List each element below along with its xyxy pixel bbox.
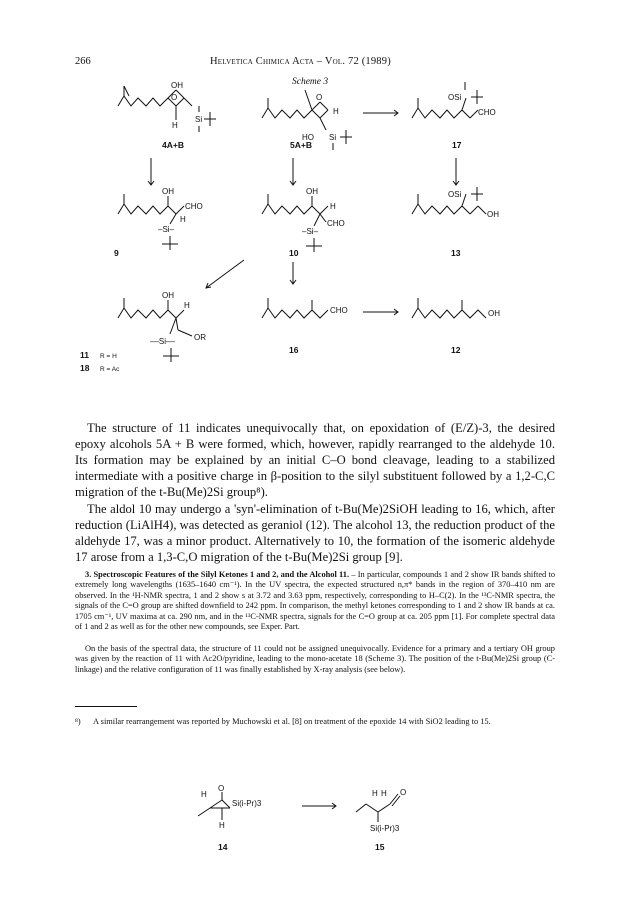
h-label: H [180,215,186,224]
compound-5AB: 5A+B [290,140,312,150]
osi-label: OSi [448,190,462,199]
structure-9 [118,187,203,250]
si-ipr3-label: Si(i-Pr)3 [232,799,262,808]
scheme-label: Scheme 3 [292,77,329,87]
oh-label: OH [306,187,318,196]
structure-14 [198,784,262,830]
section-3-text: – In particular, compounds 1 and 2 show IR bands shifted to extremely long wavelengths (1635–1640 cm⁻¹). In the UV spectra, the expected structured n,π* bands in the region of 370–410 nm are observed. In the ¹H-NMR spectra, 1 and 2 show s at 3.72 and 3.63 ppm, respectively, corresponding to H–C(2). In the ¹³C-NMR spectra, the signals of the C=O group are shifted downfield to 242 ppm. In comparison, the methyl ketones corresponding to 1 and 2 show IR bands at ca. 1705 cm⁻¹, UV maxima at ca. 290 nm, and in the ¹³C-NMR spectra, signals for the C=O group at ca. 205 ppm [1]. For complete spectral data of 1 and 2 as well as for the other new compounds, see Exper. Part. [75,570,556,632]
o-label: O [400,788,407,797]
compound-4AB: 4A+B [162,140,184,150]
oh-label: OH [162,187,174,196]
oh-label: OH [488,309,500,318]
si-label: Si [195,115,203,124]
ho-label: HO [302,133,314,142]
footnote-rule [75,706,137,707]
structure-16 [262,298,348,318]
cho-label: CHO [327,219,345,228]
structure-4AB [118,81,216,132]
compound-15: 15 [375,842,385,852]
h-label: H [172,121,178,130]
footnote-text: A similar rearrangement was reported by Muchowski et al. [8] on treatment of the epoxide 14 with SiO2 leading to 15. [93,717,491,726]
si-label: –Si– [302,227,319,236]
o-label: O [218,784,225,793]
cho-label: CHO [330,306,348,315]
compound-10: 10 [289,248,299,258]
o-label: O [171,93,178,102]
compound-14: 14 [218,842,228,852]
section-3-paragraph-1 [75,570,555,632]
h-label: H [381,789,387,798]
compound-13: 13 [451,248,461,258]
body-paragraph-1: The structure of 11 indicates unequivocally that, on epoxidation of (E/Z)-3, the desired epoxy alcohols 5A + B were formed, which, however, rapidly rearranged to the aldehyde 10. Its formation may be explained by an initial C–O bond cleavage, leading to a stabilized intermediate with a positive charge in β-position to the silyl substituent followed by a 1,2-C,C migration of the t-Bu(Me)2Si group⁸). [75,420,555,500]
section-3-paragraph-2: On the basis of the spectral data, the structure of 11 could not be assigned unequivocally. Evidence for a primary and a tertiary OH group was given by the reaction of 11 with Ac2O/pyridine, leading to the mono-acetate 18 (Scheme 3). The position of the t-Bu(Me)2Si group (C-linkage) and the relative configuration of 11 was finally established by X-ray analysis (see below). [75,644,555,674]
h-label: H [184,301,190,310]
or-label: OR [194,333,206,342]
compound-18: 18 [80,363,90,373]
h-label: H [201,790,207,799]
compound-18-r: R = Ac [100,366,120,373]
compound-17: 17 [452,140,462,150]
h-label: H [372,789,378,798]
structure-12 [412,298,500,318]
structure-13 [412,187,499,219]
compound-11-r: R = H [100,353,117,360]
si-label: ––Si–– [150,337,175,346]
footnote-8 [75,717,555,727]
body-paragraph-2: The aldol 10 may undergo a 'syn'-elimination of t-Bu(Me)2SiOH leading to 16, which, after reduction (LiAlH4), was detected as geraniol (12). The alcohol 13, the reduction product of the aldehyde 17, was a minor product. Alternatively to 10, the formation of the isomeric aldehyde 17 arose from a 1,3-C,O migration of the t-Bu(Me)2Si group [9]. [75,501,555,565]
si-label: –Si– [158,225,175,234]
structure-11 [118,291,206,362]
oh-label: OH [487,210,499,219]
structure-10 [262,187,345,252]
footnote-mark: ⁸) [75,717,81,726]
si-label: Si [329,133,337,142]
page-number: 266 [75,56,91,67]
compound-9: 9 [114,248,119,258]
o-label: O [316,93,323,102]
section-3-heading: 3. Spectroscopic Features of the Silyl Ketones 1 and 2, and the Alcohol 11. [85,570,350,579]
h-label: H [219,821,225,830]
compound-11: 11 [80,350,89,360]
compound-12: 12 [451,345,461,355]
h-label: H [333,107,339,116]
si-ipr3-label: Si(i-Pr)3 [370,824,400,833]
structure-15 [356,788,406,833]
h-label: H [330,202,336,211]
oh-label: OH [171,81,183,90]
compound-16: 16 [289,345,299,355]
running-head: Helvetica Chimica Acta – Vol. 72 (1989) [210,56,391,67]
osi-label: OSi [448,93,462,102]
cho-label: CHO [185,202,203,211]
structure-17 [412,82,496,118]
oh-label: OH [162,291,174,300]
arrow-10-to-11 [206,260,244,288]
cho-label: CHO [478,108,496,117]
